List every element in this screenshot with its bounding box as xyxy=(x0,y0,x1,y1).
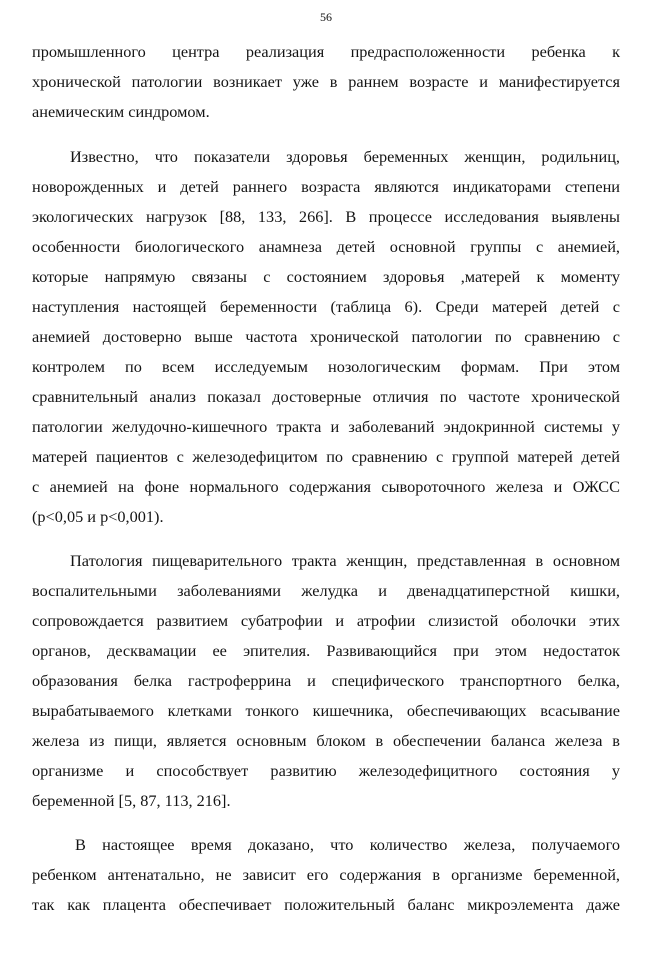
paragraph-2-line-1: Известно, что показатели здоровья беременных женщин, родильниц, xyxy=(70,147,620,166)
paragraph-3-line-3: сопровождается развитием субатрофии и атрофии слизистой оболочки этих xyxy=(32,611,620,630)
paragraph-3-line-9: беременной [5, 87, 113, 216]. xyxy=(32,791,231,810)
paragraph-3-line-7: железа из пищи, является основным блоком в обеспечении баланса железа в xyxy=(32,731,620,750)
paragraph-2-line-12: с анемией на фоне нормального содержания сывороточного железа и ОЖСС xyxy=(32,477,620,496)
paragraph-4-line-1: В настоящее время доказано, что количество железа, получаемого xyxy=(75,835,620,854)
paragraph-2-line-8: контролем по всем исследуемым нозологическим формам. При этом xyxy=(32,357,620,376)
paragraph-3-line-1: Патология пищеварительного тракта женщин, представленная в основном xyxy=(70,551,620,570)
paragraph-3-line-6: вырабатываемого клетками тонкого кишечника, обеспечивающих всасывание xyxy=(32,701,620,720)
paragraph-3-line-4: органов, десквамации ее эпителия. Развивающийся при этом недостаток xyxy=(32,641,620,660)
paragraph-1-line-2: хронической патологии возникает уже в раннем возрасте и манифестируется xyxy=(32,72,620,91)
paragraph-2-line-11: матерей пациентов с железодефицитом по сравнению с группой матерей детей xyxy=(32,447,620,466)
paragraph-2-line-10: патологии желудочно-кишечного тракта и заболеваний эндокринной системы у xyxy=(32,417,620,436)
paragraph-3-line-2: воспалительными заболеваниями желудка и двенадцатиперстной кишки, xyxy=(32,581,620,600)
paragraph-4-line-3: так как плацента обеспечивает положительный баланс микроэлемента даже xyxy=(32,895,620,914)
page-number: 56 xyxy=(320,10,332,24)
paragraph-2-line-7: анемией достоверно выше частота хронической патологии по сравнению с xyxy=(32,327,620,346)
paragraph-2-line-13: (p<0,05 и p<0,001). xyxy=(32,507,164,526)
paragraph-2-line-3: экологических нагрузок [88, 133, 266]. В процессе исследования выявлены xyxy=(32,207,620,226)
paragraph-1-line-3: анемическим синдромом. xyxy=(32,102,210,121)
paragraph-3-line-8: организме и способствует развитию железодефицитного состояния у xyxy=(32,761,620,780)
paragraph-3-line-5: образования белка гастроферрина и специфического транспортного белка, xyxy=(32,671,620,690)
paragraph-2-line-4: особенности биологического анамнеза детей основной группы с анемией, xyxy=(32,237,620,256)
paragraph-2-line-5: которые напрямую связаны с состоянием здоровья ,матерей к моменту xyxy=(32,267,620,286)
paragraph-2-line-2: новорожденных и детей раннего возраста являются индикаторами степени xyxy=(32,177,620,196)
paragraph-2-line-9: сравнительный анализ показал достоверные отличия по частоте хронической xyxy=(32,387,620,406)
paragraph-2-line-6: наступления настоящей беременности (таблица 6). Среди матерей детей с xyxy=(32,297,620,316)
paragraph-1-line-1: промышленного центра реализация предрасположенности ребенка к xyxy=(32,42,620,61)
paragraph-4-line-2: ребенком антенатально, не зависит его содержания в организме беременной, xyxy=(32,865,620,884)
